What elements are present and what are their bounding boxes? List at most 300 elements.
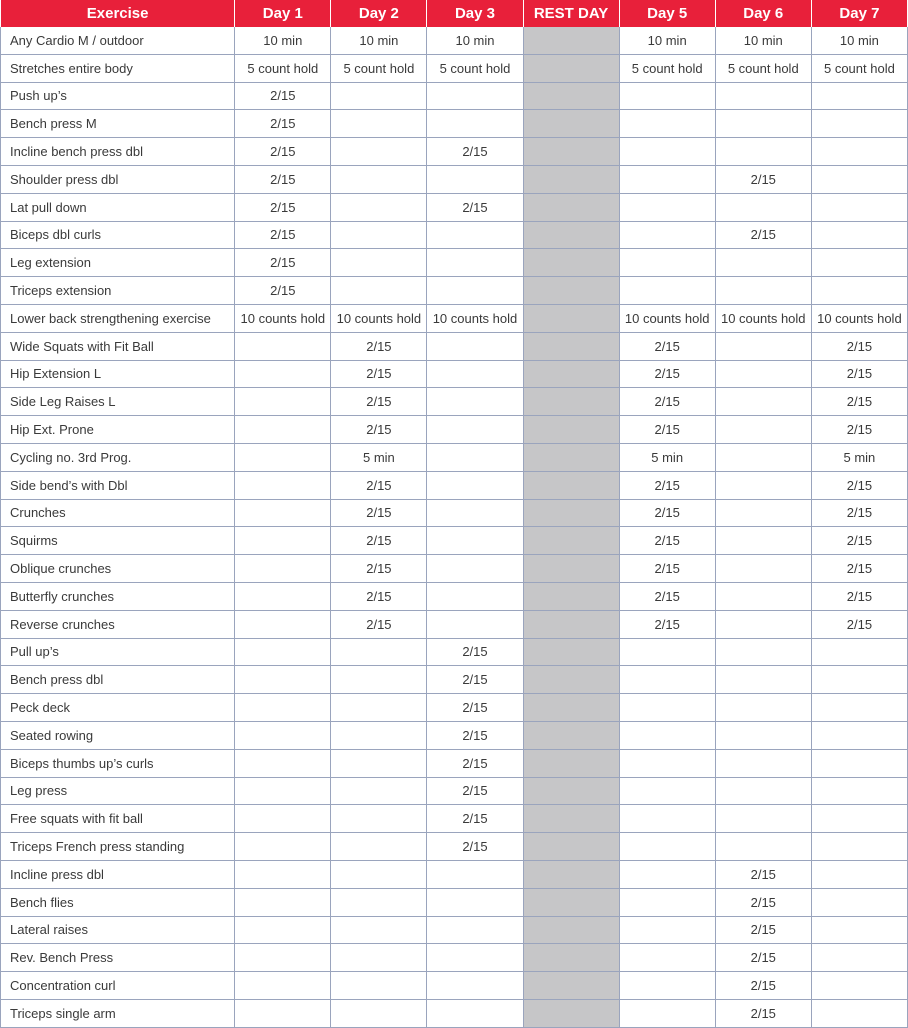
day-value-cell <box>619 944 715 972</box>
table-header-row <box>1 0 908 27</box>
day-value-cell <box>619 860 715 888</box>
day-value-cell <box>619 666 715 694</box>
day-value-cell <box>331 916 427 944</box>
day-value-cell <box>811 249 907 277</box>
exercise-name-cell: Wide Squats with Fit Ball <box>1 332 235 360</box>
day-value-cell: 5 count hold <box>619 54 715 82</box>
rest-day-cell <box>523 749 619 777</box>
exercise-name-cell: Peck deck <box>1 694 235 722</box>
exercise-name-cell: Push up’s <box>1 82 235 110</box>
day-value-cell: 2/15 <box>619 582 715 610</box>
rest-day-cell <box>523 249 619 277</box>
rest-day-cell <box>523 555 619 583</box>
table-row <box>1 499 908 527</box>
day-value-cell <box>235 888 331 916</box>
rest-day-cell <box>523 471 619 499</box>
exercise-name-cell: Crunches <box>1 499 235 527</box>
day-value-cell: 2/15 <box>715 221 811 249</box>
day-value-cell: 2/15 <box>811 555 907 583</box>
rest-day-cell <box>523 944 619 972</box>
day-value-cell <box>811 277 907 305</box>
day-value-cell <box>331 193 427 221</box>
day-value-cell <box>331 82 427 110</box>
table-row <box>1 777 908 805</box>
day-value-cell: 2/15 <box>427 193 523 221</box>
day-value-cell: 2/15 <box>235 193 331 221</box>
exercise-name-cell: Free squats with fit ball <box>1 805 235 833</box>
exercise-name-cell: Any Cardio M / outdoor <box>1 27 235 54</box>
exercise-name-cell: Squirms <box>1 527 235 555</box>
day-value-cell <box>235 916 331 944</box>
day-value-cell <box>427 332 523 360</box>
day-value-cell <box>331 888 427 916</box>
day-value-cell <box>715 110 811 138</box>
day-value-cell <box>427 277 523 305</box>
rest-day-cell <box>523 82 619 110</box>
day-value-cell: 2/15 <box>235 165 331 193</box>
column-header-rest-day: REST DAY <box>523 0 619 27</box>
table-row <box>1 833 908 861</box>
day-value-cell <box>331 833 427 861</box>
rest-day-cell <box>523 499 619 527</box>
table-row <box>1 471 908 499</box>
day-value-cell: 10 min <box>331 27 427 54</box>
day-value-cell: 2/15 <box>235 221 331 249</box>
day-value-cell <box>331 749 427 777</box>
day-value-cell <box>235 805 331 833</box>
day-value-cell <box>235 443 331 471</box>
day-value-cell: 10 counts hold <box>331 304 427 332</box>
day-value-cell <box>235 471 331 499</box>
exercise-name-cell: Cycling no. 3rd Prog. <box>1 443 235 471</box>
day-value-cell <box>427 165 523 193</box>
rest-day-cell <box>523 805 619 833</box>
column-header-day: Day 1 <box>235 0 331 27</box>
rest-day-cell <box>523 27 619 54</box>
table-row <box>1 666 908 694</box>
day-value-cell <box>715 777 811 805</box>
day-value-cell <box>235 582 331 610</box>
day-value-cell: 5 min <box>619 443 715 471</box>
day-value-cell <box>811 666 907 694</box>
day-value-cell: 10 min <box>811 27 907 54</box>
table-row <box>1 193 908 221</box>
exercise-name-cell: Lower back strengthening exercise <box>1 304 235 332</box>
day-value-cell: 2/15 <box>331 360 427 388</box>
day-value-cell: 2/15 <box>427 638 523 666</box>
day-value-cell: 10 counts hold <box>811 304 907 332</box>
exercise-name-cell: Bench flies <box>1 888 235 916</box>
day-value-cell: 2/15 <box>811 360 907 388</box>
day-value-cell <box>715 82 811 110</box>
day-value-cell: 2/15 <box>811 610 907 638</box>
day-value-cell: 2/15 <box>331 499 427 527</box>
day-value-cell: 5 count hold <box>331 54 427 82</box>
day-value-cell <box>331 999 427 1027</box>
exercise-name-cell: Triceps single arm <box>1 999 235 1027</box>
table-row <box>1 721 908 749</box>
day-value-cell <box>811 972 907 1000</box>
day-value-cell: 2/15 <box>715 972 811 1000</box>
day-value-cell <box>811 999 907 1027</box>
table-row <box>1 249 908 277</box>
day-value-cell <box>619 749 715 777</box>
table-row <box>1 443 908 471</box>
table-row <box>1 165 908 193</box>
day-value-cell <box>811 888 907 916</box>
rest-day-cell <box>523 666 619 694</box>
day-value-cell <box>427 860 523 888</box>
table-row <box>1 860 908 888</box>
day-value-cell: 2/15 <box>619 499 715 527</box>
day-value-cell <box>811 777 907 805</box>
rest-day-cell <box>523 304 619 332</box>
rest-day-cell <box>523 694 619 722</box>
table-row <box>1 805 908 833</box>
table-row <box>1 332 908 360</box>
rest-day-cell <box>523 332 619 360</box>
table-row <box>1 916 908 944</box>
day-value-cell <box>715 749 811 777</box>
day-value-cell <box>619 277 715 305</box>
day-value-cell <box>811 110 907 138</box>
day-value-cell: 2/15 <box>619 416 715 444</box>
table-row <box>1 638 908 666</box>
day-value-cell: 2/15 <box>619 360 715 388</box>
day-value-cell: 2/15 <box>331 582 427 610</box>
day-value-cell <box>331 944 427 972</box>
rest-day-cell <box>523 221 619 249</box>
table-row <box>1 972 908 1000</box>
exercise-name-cell: Hip Ext. Prone <box>1 416 235 444</box>
day-value-cell: 10 counts hold <box>619 304 715 332</box>
table-row <box>1 555 908 583</box>
day-value-cell <box>427 471 523 499</box>
day-value-cell: 2/15 <box>811 471 907 499</box>
day-value-cell <box>811 138 907 166</box>
rest-day-cell <box>523 54 619 82</box>
day-value-cell <box>715 360 811 388</box>
day-value-cell <box>427 888 523 916</box>
day-value-cell: 2/15 <box>427 666 523 694</box>
table-row <box>1 694 908 722</box>
table-row <box>1 749 908 777</box>
day-value-cell <box>427 110 523 138</box>
day-value-cell <box>619 777 715 805</box>
day-value-cell <box>427 360 523 388</box>
day-value-cell: 2/15 <box>331 388 427 416</box>
day-value-cell <box>331 221 427 249</box>
day-value-cell <box>235 694 331 722</box>
day-value-cell <box>235 332 331 360</box>
table-row <box>1 27 908 54</box>
day-value-cell <box>427 916 523 944</box>
day-value-cell: 2/15 <box>235 277 331 305</box>
day-value-cell <box>715 443 811 471</box>
day-value-cell <box>715 833 811 861</box>
day-value-cell <box>811 638 907 666</box>
day-value-cell <box>715 138 811 166</box>
day-value-cell: 2/15 <box>331 332 427 360</box>
rest-day-cell <box>523 721 619 749</box>
day-value-cell: 2/15 <box>331 610 427 638</box>
table-row <box>1 582 908 610</box>
rest-day-cell <box>523 193 619 221</box>
day-value-cell: 2/15 <box>235 249 331 277</box>
day-value-cell <box>427 221 523 249</box>
day-value-cell <box>619 833 715 861</box>
exercise-name-cell: Bench press dbl <box>1 666 235 694</box>
day-value-cell <box>427 555 523 583</box>
table-row <box>1 221 908 249</box>
day-value-cell: 5 min <box>811 443 907 471</box>
day-value-cell: 2/15 <box>811 527 907 555</box>
day-value-cell <box>235 999 331 1027</box>
exercise-name-cell: Concentration curl <box>1 972 235 1000</box>
day-value-cell <box>715 277 811 305</box>
day-value-cell <box>235 833 331 861</box>
exercise-name-cell: Leg press <box>1 777 235 805</box>
day-value-cell <box>331 972 427 1000</box>
day-value-cell <box>715 582 811 610</box>
column-header-exercise: Exercise <box>1 0 235 27</box>
day-value-cell: 5 count hold <box>235 54 331 82</box>
day-value-cell <box>619 999 715 1027</box>
table-row <box>1 360 908 388</box>
day-value-cell <box>235 972 331 1000</box>
exercise-name-cell: Seated rowing <box>1 721 235 749</box>
day-value-cell: 2/15 <box>331 527 427 555</box>
exercise-name-cell: Side bend’s with Dbl <box>1 471 235 499</box>
day-value-cell: 2/15 <box>331 555 427 583</box>
day-value-cell <box>715 193 811 221</box>
day-value-cell: 2/15 <box>331 471 427 499</box>
day-value-cell <box>235 777 331 805</box>
day-value-cell <box>235 721 331 749</box>
rest-day-cell <box>523 277 619 305</box>
table-row <box>1 999 908 1027</box>
rest-day-cell <box>523 610 619 638</box>
day-value-cell <box>811 805 907 833</box>
day-value-cell <box>619 221 715 249</box>
column-header-day: Day 3 <box>427 0 523 27</box>
exercise-name-cell: Incline press dbl <box>1 860 235 888</box>
day-value-cell: 2/15 <box>427 138 523 166</box>
day-value-cell: 2/15 <box>427 749 523 777</box>
exercise-name-cell: Leg extension <box>1 249 235 277</box>
day-value-cell <box>715 721 811 749</box>
day-value-cell <box>427 82 523 110</box>
day-value-cell <box>811 82 907 110</box>
day-value-cell: 2/15 <box>619 332 715 360</box>
day-value-cell <box>715 666 811 694</box>
table-row <box>1 388 908 416</box>
day-value-cell <box>715 416 811 444</box>
table-row <box>1 304 908 332</box>
day-value-cell <box>715 388 811 416</box>
day-value-cell: 5 count hold <box>811 54 907 82</box>
day-value-cell <box>331 860 427 888</box>
exercise-name-cell: Incline bench press dbl <box>1 138 235 166</box>
day-value-cell <box>715 555 811 583</box>
day-value-cell <box>715 249 811 277</box>
day-value-cell <box>235 666 331 694</box>
rest-day-cell <box>523 443 619 471</box>
day-value-cell <box>715 499 811 527</box>
day-value-cell <box>619 82 715 110</box>
day-value-cell: 10 counts hold <box>235 304 331 332</box>
day-value-cell: 2/15 <box>619 527 715 555</box>
day-value-cell <box>235 749 331 777</box>
day-value-cell <box>619 249 715 277</box>
day-value-cell: 10 min <box>427 27 523 54</box>
day-value-cell <box>715 610 811 638</box>
table-row <box>1 110 908 138</box>
day-value-cell <box>235 610 331 638</box>
day-value-cell: 2/15 <box>811 388 907 416</box>
table-row <box>1 944 908 972</box>
day-value-cell <box>811 193 907 221</box>
table-row <box>1 54 908 82</box>
day-value-cell <box>235 555 331 583</box>
day-value-cell: 10 counts hold <box>715 304 811 332</box>
day-value-cell: 2/15 <box>619 555 715 583</box>
day-value-cell: 10 min <box>715 27 811 54</box>
exercise-name-cell: Biceps thumbs up’s curls <box>1 749 235 777</box>
day-value-cell <box>427 999 523 1027</box>
day-value-cell <box>811 749 907 777</box>
rest-day-cell <box>523 888 619 916</box>
exercise-name-cell: Bench press M <box>1 110 235 138</box>
day-value-cell: 2/15 <box>715 860 811 888</box>
rest-day-cell <box>523 972 619 1000</box>
column-header-day: Day 6 <box>715 0 811 27</box>
day-value-cell <box>619 972 715 1000</box>
exercise-name-cell: Side Leg Raises L <box>1 388 235 416</box>
rest-day-cell <box>523 416 619 444</box>
day-value-cell: 2/15 <box>715 888 811 916</box>
exercise-name-cell: Stretches entire body <box>1 54 235 82</box>
table-row <box>1 138 908 166</box>
day-value-cell <box>811 694 907 722</box>
table-row <box>1 888 908 916</box>
table-row <box>1 527 908 555</box>
day-value-cell: 2/15 <box>427 777 523 805</box>
day-value-cell: 2/15 <box>427 694 523 722</box>
day-value-cell <box>427 499 523 527</box>
day-value-cell <box>715 638 811 666</box>
exercise-name-cell: Butterfly crunches <box>1 582 235 610</box>
rest-day-cell <box>523 527 619 555</box>
day-value-cell <box>715 527 811 555</box>
day-value-cell <box>331 666 427 694</box>
day-value-cell: 2/15 <box>811 582 907 610</box>
exercise-name-cell: Reverse crunches <box>1 610 235 638</box>
exercise-name-cell: Biceps dbl curls <box>1 221 235 249</box>
day-value-cell <box>235 527 331 555</box>
day-value-cell <box>619 888 715 916</box>
day-value-cell <box>235 860 331 888</box>
day-value-cell <box>811 916 907 944</box>
day-value-cell <box>235 360 331 388</box>
day-value-cell: 2/15 <box>619 610 715 638</box>
day-value-cell <box>331 110 427 138</box>
day-value-cell <box>619 694 715 722</box>
day-value-cell <box>811 833 907 861</box>
rest-day-cell <box>523 138 619 166</box>
rest-day-cell <box>523 110 619 138</box>
table-body <box>1 27 908 1027</box>
rest-day-cell <box>523 860 619 888</box>
day-value-cell <box>427 972 523 1000</box>
day-value-cell <box>715 805 811 833</box>
day-value-cell: 5 count hold <box>427 54 523 82</box>
rest-day-cell <box>523 833 619 861</box>
day-value-cell <box>619 110 715 138</box>
day-value-cell: 10 counts hold <box>427 304 523 332</box>
exercise-name-cell: Pull up’s <box>1 638 235 666</box>
rest-day-cell <box>523 388 619 416</box>
day-value-cell: 2/15 <box>331 416 427 444</box>
day-value-cell: 2/15 <box>427 721 523 749</box>
day-value-cell <box>235 499 331 527</box>
exercise-name-cell: Triceps extension <box>1 277 235 305</box>
day-value-cell: 2/15 <box>235 82 331 110</box>
rest-day-cell <box>523 638 619 666</box>
table-row <box>1 610 908 638</box>
day-value-cell <box>619 638 715 666</box>
day-value-cell: 2/15 <box>715 916 811 944</box>
day-value-cell <box>811 944 907 972</box>
exercise-name-cell: Shoulder press dbl <box>1 165 235 193</box>
day-value-cell <box>427 582 523 610</box>
rest-day-cell <box>523 582 619 610</box>
exercise-name-cell: Lat pull down <box>1 193 235 221</box>
day-value-cell <box>811 860 907 888</box>
table-row <box>1 277 908 305</box>
day-value-cell <box>811 221 907 249</box>
column-header-day: Day 5 <box>619 0 715 27</box>
day-value-cell <box>331 805 427 833</box>
day-value-cell <box>715 694 811 722</box>
day-value-cell <box>619 721 715 749</box>
day-value-cell <box>811 721 907 749</box>
day-value-cell <box>331 638 427 666</box>
exercise-name-cell: Rev. Bench Press <box>1 944 235 972</box>
exercise-name-cell: Lateral raises <box>1 916 235 944</box>
day-value-cell <box>331 694 427 722</box>
day-value-cell <box>427 610 523 638</box>
table-row <box>1 416 908 444</box>
day-value-cell: 2/15 <box>811 332 907 360</box>
exercise-name-cell: Triceps French press standing <box>1 833 235 861</box>
day-value-cell <box>331 138 427 166</box>
day-value-cell <box>331 777 427 805</box>
day-value-cell: 2/15 <box>619 471 715 499</box>
day-value-cell <box>619 193 715 221</box>
day-value-cell: 2/15 <box>427 805 523 833</box>
column-header-day: Day 2 <box>331 0 427 27</box>
day-value-cell <box>331 277 427 305</box>
rest-day-cell <box>523 360 619 388</box>
day-value-cell: 2/15 <box>715 999 811 1027</box>
day-value-cell: 2/15 <box>811 416 907 444</box>
exercise-name-cell: Oblique crunches <box>1 555 235 583</box>
day-value-cell <box>427 527 523 555</box>
day-value-cell <box>619 805 715 833</box>
day-value-cell <box>619 165 715 193</box>
column-header-day: Day 7 <box>811 0 907 27</box>
